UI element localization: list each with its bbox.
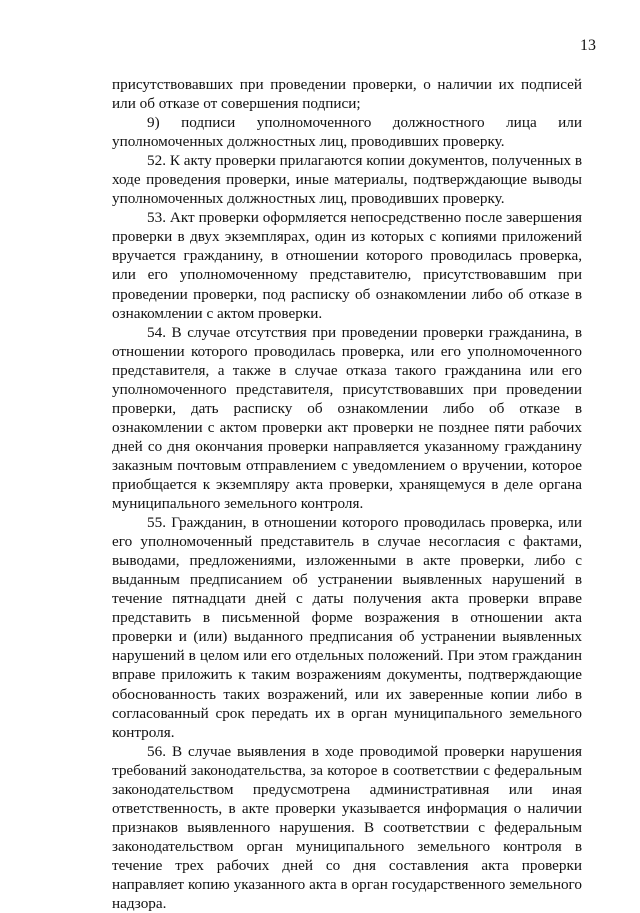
paragraph-53: 53. Акт проверки оформляется непосредственно после завершения проверки в двух экземплярах, один из которых с копиями приложений вручается гражданину, в отношении которого проводилась проверка, или его уполномоченному представителю, присутствовавшим при проведении проверки, под расписку об ознакомлении либо об отказе в ознакомлении с актом проверки. xyxy=(112,209,582,322)
paragraph-item-9: 9) подписи уполномоченного должностного лица или уполномоченных должностных лиц, проводивших проверку. xyxy=(112,114,582,151)
paragraph-52: 52. К акту проверки прилагаются копии документов, полученных в ходе проведения проверки, иные материалы, подтверждающие выводы уполномоченных должностных лиц, проводивших проверку. xyxy=(112,152,582,208)
paragraph-continuation: присутствовавших при проведении проверки, о наличии их подписей или об отказе от совершения подписи; xyxy=(112,76,582,113)
document-body xyxy=(112,75,582,913)
paragraph-55: 55. Гражданин, в отношении которого проводилась проверка, или его уполномоченный представитель в случае несогласия с фактами, выводами, предложениями, изложенными в акте проверки, либо с выданным предписанием об устранении выявленных нарушений в течение пятнадцати дней с даты получения акта проверки вправе представить в письменной форме возражения в отношении акта проверки и (или) выданного предписания об устранении выявленных нарушений в целом или его отдельных положений. При этом гражданин вправе приложить к таким возражениям документы, подтверждающие обоснованность таких возражений, или их заверенные копии либо в согласованный срок передать их в орган муниципального земельного контроля. xyxy=(112,514,582,741)
paragraph-56: 56. В случае выявления в ходе проводимой проверки нарушения требований законодательства, за которое в соответствии с федеральным законодательством предусмотрена административная или иная ответственность, в акте проверки указывается информация о наличии признаков выявленного нарушения. В соответствии с федеральным законодательством орган муниципального земельного контроля в течение трех рабочих дней со дня составления акта проверки направляет копию указанного акта в орган государственного земельного надзора. xyxy=(112,742,582,913)
page-number: 13 xyxy=(580,37,596,54)
paragraph-54: 54. В случае отсутствия при проведении проверки гражданина, в отношении которого проводилась проверка, или его уполномоченного представителя, а также в случае отказа такого гражданина или его уполномоченного представителя, присутствовавших при проведении проверки, дать расписку об ознакомлении либо об отказе в ознакомлении с актом проверки акт проверки не позднее пяти рабочих дней со дня окончания проверки направляется указанному гражданину заказным почтовым отправлением с уведомлением о вручении, которое приобщается к экземпляру акта проверки, хранящемуся в деле органа муниципального земельного контроля. xyxy=(112,323,582,513)
